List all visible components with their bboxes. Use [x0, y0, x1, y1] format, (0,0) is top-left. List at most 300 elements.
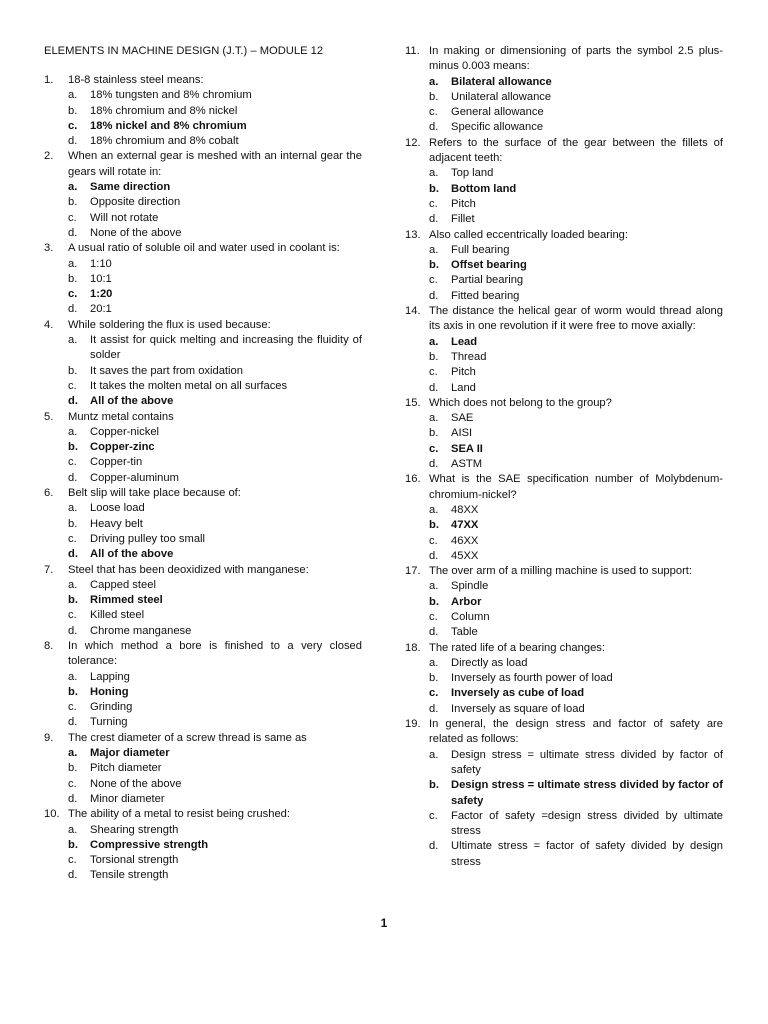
choice-text: Heavy belt: [90, 517, 143, 530]
question-stem: [44, 807, 362, 822]
question-text: Belt slip will take place because of:: [68, 487, 241, 500]
choice-letter: d.: [429, 381, 439, 394]
choice-text: ASTM: [451, 458, 483, 471]
answer-choice: [405, 534, 723, 549]
choice-text: Major diameter: [90, 747, 170, 760]
answer-choice: [44, 104, 362, 119]
choice-letter: b.: [68, 517, 78, 530]
choice-text: Bilateral allowance: [451, 75, 552, 88]
choice-text: Inversely as cube of load: [451, 687, 585, 700]
choice-text: It takes the molten metal on all surfaces: [90, 379, 288, 392]
answer-choice-correct: [405, 442, 723, 457]
choice-letter: a.: [429, 167, 439, 180]
choice-letter: c.: [429, 610, 438, 623]
answer-choice-correct: [405, 258, 723, 273]
choice-letter: c.: [68, 379, 77, 392]
choice-letter: a.: [429, 748, 439, 761]
choice-text: 18% nickel and 8% chromium: [90, 119, 247, 132]
choice-text: 18% chromium and 8% nickel: [90, 104, 238, 117]
choice-letter: c.: [68, 701, 77, 714]
question-item: [44, 73, 362, 149]
question-number: 2.: [44, 150, 54, 163]
answer-choice-correct: [405, 778, 723, 809]
choice-text: Lapping: [90, 670, 130, 683]
answer-choice: [44, 823, 362, 838]
choice-letter: a.: [68, 181, 78, 194]
choice-text: SAE: [451, 412, 474, 425]
question-stem: [44, 731, 362, 746]
choice-letter: c.: [429, 442, 439, 455]
choice-letter: d.: [68, 792, 78, 805]
question-number: 19.: [405, 718, 421, 731]
choice-text: Minor diameter: [90, 792, 165, 805]
choice-text: Will not rotate: [90, 211, 159, 224]
choice-text: 20:1: [90, 303, 112, 316]
answer-choice-correct: [405, 335, 723, 350]
question-text: The over arm of a milling machine is used to support:: [429, 565, 693, 578]
choice-text: Inversely as fourth power of load: [451, 672, 613, 685]
choice-letter: d.: [68, 303, 78, 316]
answer-choice: [405, 503, 723, 518]
question-item: [44, 563, 362, 639]
choice-letter: a.: [429, 335, 439, 348]
choice-letter: b.: [429, 427, 439, 440]
question-number: 4.: [44, 318, 54, 331]
answer-choice: [44, 777, 362, 792]
choice-text: Killed steel: [90, 609, 145, 622]
answer-choice-correct: [44, 838, 362, 853]
answer-choice: [405, 411, 723, 426]
choice-text: Land: [451, 381, 476, 394]
choice-letter: c.: [429, 809, 438, 822]
question-number: 6.: [44, 487, 54, 500]
choice-letter: c.: [68, 777, 77, 790]
answer-choice: [44, 364, 362, 379]
question-number: 9.: [44, 731, 54, 744]
choice-letter: d.: [429, 458, 439, 471]
answer-choice-correct: [44, 180, 362, 195]
question-item: [44, 410, 362, 486]
question-text: While soldering the flux is used because:: [68, 318, 271, 331]
choice-text: Copper-nickel: [90, 425, 160, 438]
choice-letter: c.: [68, 854, 77, 867]
choice-letter: a.: [429, 243, 439, 256]
question-stem: [44, 486, 362, 501]
answer-choice: [405, 105, 723, 120]
choice-text: 1:20: [90, 288, 113, 301]
question-stem: [405, 136, 723, 167]
choice-text: Honing: [90, 685, 129, 698]
question-stem: [44, 241, 362, 256]
choice-text: It saves the part from oxidation: [90, 364, 243, 377]
question-number: 18.: [405, 641, 421, 654]
choice-text: Fillet: [451, 213, 475, 226]
choice-letter: d.: [68, 226, 78, 239]
page-number: 1: [380, 916, 388, 930]
choice-text: Fitted bearing: [451, 289, 520, 302]
choice-text: Copper-aluminum: [90, 471, 179, 484]
choice-letter: c.: [68, 532, 77, 545]
choice-text: Tensile strength: [90, 869, 169, 882]
question-text: The rated life of a bearing changes:: [429, 641, 606, 654]
question-text: In general, the design stress and factor of safety are related as follows:: [429, 718, 723, 746]
choice-text: All of the above: [90, 548, 174, 561]
choice-text: Copper-zinc: [90, 441, 155, 454]
choice-letter: b.: [429, 595, 439, 608]
answer-choice-correct: [44, 119, 362, 134]
answer-choice-correct: [44, 440, 362, 455]
question-number: 12.: [405, 136, 421, 149]
choice-text: 45XX: [451, 549, 479, 562]
question-text: Refers to the surface of the gear between the fillets of adjacent teeth:: [429, 136, 723, 165]
choice-letter: a.: [68, 747, 78, 760]
choice-letter: d.: [68, 395, 78, 408]
choice-text: Rimmed steel: [90, 594, 163, 607]
question-item: [405, 228, 723, 304]
answer-choice: [405, 839, 723, 870]
question-text: Also called eccentrically loaded bearing:: [429, 228, 629, 241]
choice-text: Lead: [451, 335, 478, 348]
choice-text: Partial bearing: [451, 274, 524, 287]
answer-choice: [405, 350, 723, 365]
choice-letter: a.: [68, 425, 78, 438]
answer-choice: [405, 656, 723, 671]
answer-choice-correct: [44, 685, 362, 700]
choice-letter: c.: [68, 456, 77, 469]
choice-text: Arbor: [451, 595, 482, 608]
question-number: 5.: [44, 410, 54, 423]
answer-choice: [44, 226, 362, 241]
choice-text: Grinding: [90, 701, 133, 714]
choice-letter: c.: [429, 197, 438, 210]
answer-choice: [44, 302, 362, 317]
choice-text: Pitch: [451, 197, 476, 210]
question-text: Muntz metal contains: [68, 410, 174, 423]
choice-letter: a.: [68, 334, 78, 347]
choice-letter: c.: [429, 366, 438, 379]
choice-letter: b.: [68, 838, 78, 851]
answer-choice: [44, 455, 362, 470]
question-number: 3.: [44, 242, 54, 255]
choice-text: None of the above: [90, 777, 182, 790]
question-stem: [405, 472, 723, 503]
choice-letter: b.: [429, 259, 439, 272]
question-text: What is the SAE specification number of Molybdenum-chromium-nickel?: [429, 473, 723, 501]
answer-choice: [44, 578, 362, 593]
question-text: The ability of a metal to resist being crushed:: [68, 808, 290, 821]
answer-choice: [44, 195, 362, 210]
answer-choice: [44, 670, 362, 685]
answer-choice: [405, 365, 723, 380]
document-title: ELEMENTS IN MACHINE DESIGN (J.T.) – MODULE 12: [44, 45, 324, 57]
answer-choice: [405, 426, 723, 441]
choice-text: SEA II: [451, 442, 483, 455]
choice-letter: b.: [68, 594, 78, 607]
choice-letter: b.: [429, 90, 439, 103]
choice-text: Inversely as square of load: [451, 702, 585, 715]
question-text: A usual ratio of soluble oil and water used in coolant is:: [68, 242, 340, 255]
choice-letter: b.: [429, 672, 439, 685]
choice-text: General allowance: [451, 106, 544, 119]
question-number: 13.: [405, 228, 421, 241]
answer-choice: [405, 549, 723, 564]
choice-text: Same direction: [90, 181, 171, 194]
choice-text: Thread: [451, 350, 487, 363]
choice-letter: c.: [429, 274, 438, 287]
choice-letter: a.: [68, 257, 78, 270]
left-column: [44, 44, 362, 884]
question-text: When an external gear is meshed with an internal gear the gears will rotate in:: [68, 150, 362, 178]
question-number: 14.: [405, 305, 421, 318]
answer-choice: [405, 243, 723, 258]
question-item: [405, 472, 723, 564]
question-number: 16.: [405, 473, 421, 486]
choice-text: Directly as load: [451, 656, 528, 669]
question-stem: [405, 717, 723, 748]
answer-choice: [44, 853, 362, 868]
answer-choice: [405, 671, 723, 686]
choice-letter: c.: [68, 288, 78, 301]
choice-text: Design stress = ultimate stress divided by factor of safety: [451, 748, 723, 776]
answer-choice: [44, 333, 362, 364]
choice-text: Design stress = ultimate stress divided by factor of safety: [451, 779, 723, 807]
answer-choice: [405, 610, 723, 625]
question-number: 11.: [405, 45, 420, 57]
answer-choice-correct: [44, 746, 362, 761]
choice-letter: a.: [429, 75, 439, 88]
answer-choice: [44, 624, 362, 639]
question-item: [44, 241, 362, 317]
choice-text: Full bearing: [451, 243, 510, 256]
choice-letter: b.: [68, 685, 78, 698]
choice-text: 48XX: [451, 503, 479, 516]
answer-choice-correct: [405, 182, 723, 197]
answer-choice-correct: [405, 75, 723, 90]
choice-text: Compressive strength: [90, 838, 209, 851]
answer-choice: [405, 579, 723, 594]
answer-choice-correct: [44, 287, 362, 302]
choice-text: Copper-tin: [90, 456, 143, 469]
question-item: [405, 304, 723, 396]
question-item: [405, 44, 723, 136]
choice-text: Column: [451, 610, 490, 623]
question-item: [405, 641, 723, 717]
choice-letter: a.: [68, 89, 78, 102]
choice-text: Chrome manganese: [90, 624, 192, 637]
choice-letter: d.: [429, 213, 439, 226]
answer-choice: [44, 501, 362, 516]
choice-letter: c.: [429, 534, 438, 547]
choice-text: Driving pulley too small: [90, 532, 206, 545]
answer-choice: [405, 748, 723, 779]
choice-letter: d.: [68, 135, 78, 148]
choice-letter: a.: [429, 503, 439, 516]
right-column: [405, 44, 723, 870]
question-text: The distance the helical gear of worm would thread along its axis in one revolution if it were free to move axially:: [429, 305, 723, 333]
answer-choice: [405, 381, 723, 396]
choice-letter: d.: [429, 289, 439, 302]
answer-choice: [405, 289, 723, 304]
question-stem: [405, 641, 723, 656]
question-stem: [44, 318, 362, 333]
answer-choice: [405, 166, 723, 181]
question-stem: [44, 563, 362, 578]
choice-letter: b.: [429, 779, 439, 792]
answer-choice-correct: [44, 593, 362, 608]
choice-text: 1:10: [90, 257, 112, 270]
question-stem: [405, 304, 723, 335]
answer-choice-correct: [405, 595, 723, 610]
choice-letter: d.: [68, 869, 78, 882]
choice-letter: b.: [429, 350, 439, 363]
choice-text: 18% tungsten and 8% chromium: [90, 89, 252, 102]
question-item: [44, 149, 362, 241]
answer-choice: [44, 257, 362, 272]
choice-letter: a.: [429, 656, 439, 669]
question-stem: [44, 639, 362, 670]
question-stem: [405, 228, 723, 243]
choice-letter: c.: [68, 211, 77, 224]
choice-letter: a.: [68, 670, 78, 683]
choice-letter: b.: [429, 182, 439, 195]
choice-letter: c.: [68, 119, 78, 132]
answer-choice: [405, 90, 723, 105]
answer-choice-correct: [44, 547, 362, 562]
question-item: [44, 318, 362, 410]
question-stem: [44, 73, 362, 88]
question-number: 1.: [44, 74, 54, 86]
choice-text: 47XX: [451, 519, 479, 532]
answer-choice-correct: [44, 394, 362, 409]
choice-letter: b.: [429, 519, 439, 532]
question-number: 10.: [44, 808, 60, 821]
choice-text: Spindle: [451, 580, 489, 593]
choice-text: Loose load: [90, 502, 145, 515]
question-stem: [405, 564, 723, 579]
answer-choice: [44, 715, 362, 730]
choice-letter: a.: [68, 502, 78, 515]
choice-letter: b.: [68, 364, 78, 377]
choice-letter: d.: [429, 840, 439, 853]
answer-choice: [44, 211, 362, 226]
choice-letter: d.: [68, 624, 78, 637]
choice-text: Specific allowance: [451, 121, 544, 134]
question-item: [44, 807, 362, 883]
choice-text: Turning: [90, 716, 128, 729]
answer-choice: [405, 625, 723, 640]
answer-choice: [44, 272, 362, 287]
choice-letter: a.: [429, 580, 439, 593]
answer-choice: [44, 134, 362, 149]
question-stem: [405, 396, 723, 411]
choice-text: It assist for quick melting and increasing the fluidity of solder: [90, 334, 362, 362]
answer-choice: [405, 212, 723, 227]
answer-choice: [44, 608, 362, 623]
question-item: [44, 639, 362, 731]
answer-choice-correct: [405, 686, 723, 701]
question-stem: [44, 149, 362, 180]
choice-letter: b.: [68, 762, 78, 775]
answer-choice-correct: [405, 518, 723, 533]
question-text: In making or dimensioning of parts the symbol 2.5 plus-minus 0.003 means:: [429, 45, 723, 73]
answer-choice: [405, 702, 723, 717]
question-text: Which does not belong to the group?: [429, 396, 612, 409]
answer-choice: [405, 273, 723, 288]
question-item: [405, 564, 723, 640]
choice-text: AISI: [451, 427, 473, 440]
question-text: Steel that has been deoxidized with manganese:: [68, 563, 309, 576]
answer-choice: [44, 700, 362, 715]
answer-choice: [44, 379, 362, 394]
question-stem: [405, 44, 723, 75]
answer-choice: [405, 809, 723, 840]
question-item: [44, 486, 362, 562]
question-number: 7.: [44, 563, 54, 576]
choice-letter: d.: [68, 471, 78, 484]
choice-letter: d.: [68, 548, 78, 561]
question-number: 15.: [405, 396, 421, 409]
answer-choice: [405, 120, 723, 135]
choice-text: All of the above: [90, 395, 174, 408]
choice-letter: d.: [68, 716, 78, 729]
choice-letter: b.: [68, 196, 78, 209]
answer-choice: [44, 792, 362, 807]
question-item: [405, 136, 723, 228]
answer-choice: [44, 471, 362, 486]
choice-text: Factor of safety =design stress divided by ultimate stress: [451, 809, 723, 838]
choice-text: Unilateral allowance: [451, 90, 552, 103]
choice-text: Bottom land: [451, 182, 517, 195]
question-item: [44, 731, 362, 807]
choice-letter: d.: [429, 626, 439, 639]
choice-text: Capped steel: [90, 578, 156, 591]
choice-text: 18% chromium and 8% cobalt: [90, 135, 239, 148]
answer-choice: [44, 88, 362, 103]
choice-letter: c.: [68, 609, 77, 622]
choice-text: Opposite direction: [90, 196, 181, 209]
choice-text: Table: [451, 626, 478, 639]
question-item: [405, 717, 723, 870]
question-item: [405, 396, 723, 472]
choice-text: Torsional strength: [90, 854, 179, 867]
choice-letter: b.: [68, 104, 78, 117]
answer-choice: [405, 197, 723, 212]
choice-letter: d.: [429, 702, 439, 715]
answer-choice: [44, 425, 362, 440]
choice-text: None of the above: [90, 226, 182, 239]
answer-choice: [44, 761, 362, 776]
choice-text: Offset bearing: [451, 259, 527, 272]
choice-text: 10:1: [90, 272, 112, 285]
question-number: 17.: [405, 565, 421, 578]
choice-text: Ultimate stress = factor of safety divided by design stress: [451, 840, 723, 868]
choice-text: Pitch diameter: [90, 762, 162, 775]
answer-choice: [405, 457, 723, 472]
question-text: The crest diameter of a screw thread is same as: [68, 731, 307, 744]
question-number: 8.: [44, 639, 54, 652]
choice-letter: c.: [429, 106, 438, 119]
question-text: In which method a bore is finished to a very closed tolerance:: [68, 639, 362, 668]
question-stem: [44, 410, 362, 425]
choice-text: 46XX: [451, 534, 479, 547]
choice-letter: a.: [68, 823, 78, 836]
choice-letter: a.: [68, 578, 78, 591]
choice-letter: d.: [429, 121, 439, 134]
answer-choice: [44, 868, 362, 883]
choice-text: Shearing strength: [90, 823, 179, 836]
answer-choice: [44, 517, 362, 532]
choice-text: Top land: [451, 167, 494, 180]
